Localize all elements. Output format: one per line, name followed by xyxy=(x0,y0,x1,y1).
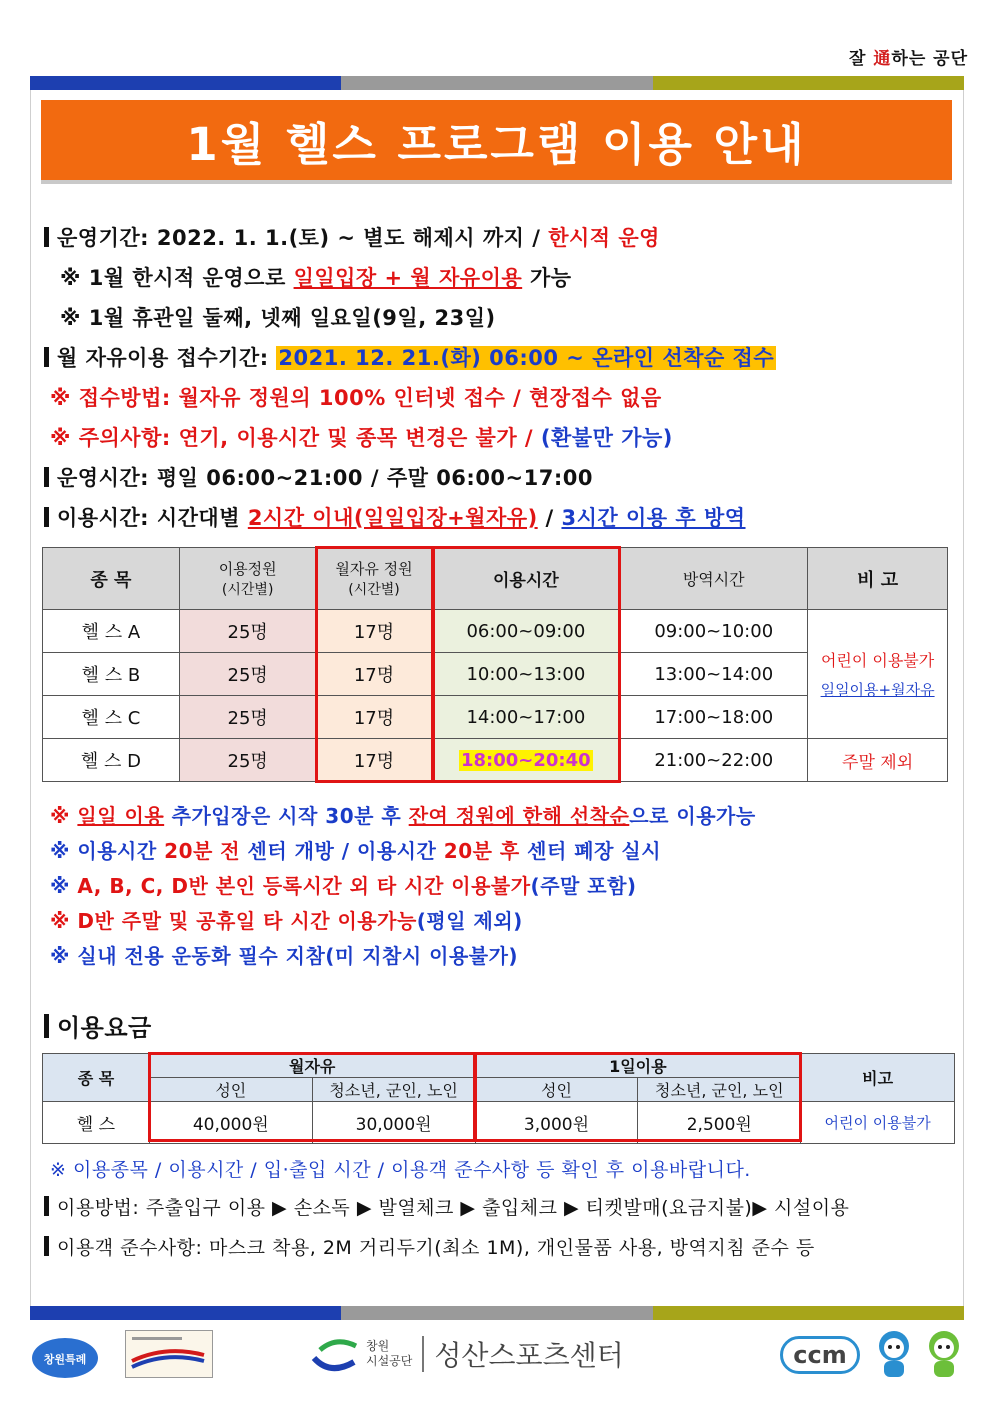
row-time: 18:00~20:40 xyxy=(432,739,620,782)
fee-header-youth: 청소년, 군인, 노인 xyxy=(312,1078,475,1102)
slogan xyxy=(849,44,968,69)
header-item: 종 목 xyxy=(43,548,180,610)
row-monthly: 17명 xyxy=(316,739,432,782)
usage-time-line: 이용시간: 시간대별 2시간 이내(일일입장+월자유) / 3시간 이용 후 방역 xyxy=(44,502,746,532)
schedule-table xyxy=(42,547,948,782)
note-extra-entry: ※ 일일 이용 추가입장은 시작 30분 후 잔여 정원에 한해 선착순으로 이용가능 xyxy=(50,804,756,828)
fee-header-remark: 비고 xyxy=(801,1054,955,1102)
row-name: 헬 스 D xyxy=(43,739,180,782)
slogan-text-a: 잘 xyxy=(849,49,874,69)
apply-method-line: ※ 접수방법: 월자유 정원의 100% 인터넷 접수 / 현장접수 없음 xyxy=(50,386,662,410)
row-capacity: 25명 xyxy=(179,696,316,739)
row-monthly: 17명 xyxy=(316,610,432,653)
row-capacity: 25명 xyxy=(179,739,316,782)
bottom-color-bar xyxy=(30,1306,964,1320)
note-open-close: ※ 이용시간 20분 전 센터 개방 / 이용시간 20분 후 센터 폐장 실시 xyxy=(50,839,662,863)
bullet-marker xyxy=(44,1014,49,1038)
city-logo xyxy=(30,1332,100,1384)
usage-method-line: 이용방법: 주출입구 이용 ▶ 손소독 ▶ 발열체크 ▶ 출입체크 ▶ 티켓발매(요금지불)▶ 시설이용 xyxy=(44,1193,849,1220)
slogan-text-b: 하는 공단 xyxy=(891,49,968,69)
remark-abc: 어린이 이용불가 일일이용+월자유 xyxy=(808,610,948,739)
bullet-marker xyxy=(44,1196,49,1216)
row-name: 헬 스 C xyxy=(43,696,180,739)
apply-period-line: 월 자유이용 접수기간: 2021. 12. 21.(화) 06:00 ~ 온라인 선착순 접수 xyxy=(44,342,776,372)
note-line-1: ※ 1월 한시적 운영으로 일일입장 + 월 자유이용 가능 xyxy=(60,266,572,290)
header-disinfect-time: 방역시간 xyxy=(620,548,808,610)
caution-line: ※ 주의사항: 연기, 이용시간 및 종목 변경은 불가 / (환불만 가능) xyxy=(50,426,673,450)
fee-section-title: 이용요금 xyxy=(44,1008,152,1043)
apply-period-highlight: 2021. 12. 21.(화) 06:00 ~ 온라인 선착순 접수 xyxy=(278,346,775,370)
rules-line: 이용객 준수사항: 마스크 착용, 2M 거리두기(최소 1M), 개인물품 사용, 방역지침 준수 등 xyxy=(44,1233,815,1260)
fee-header-row-1 xyxy=(43,1054,955,1078)
header-remark: 비 고 xyxy=(808,548,948,610)
top-color-bar xyxy=(30,76,964,90)
facility-corp-logo: 창원 시설공단 성산스포츠센터 xyxy=(310,1332,624,1376)
row-disinfect: 09:00~10:00 xyxy=(620,610,808,653)
table-row xyxy=(43,739,948,782)
fee-header-adult: 성인 xyxy=(149,1078,312,1102)
fee-header-daily: 1일이용 xyxy=(475,1054,801,1078)
page-title: 1월 헬스 프로그램 이용 안내 xyxy=(186,117,807,171)
period-temporary: 한시적 운영 xyxy=(548,226,660,250)
fee-daily-youth: 2,500원 xyxy=(638,1102,801,1144)
check-note: ※ 이용종목 / 이용시간 / 입·출입 시간 / 이용객 준수사항 등 확인 후 이용바랍니다. xyxy=(50,1159,751,1181)
footer-logos xyxy=(0,1326,992,1386)
row-name: 헬 스 B xyxy=(43,653,180,696)
remark-d: 주말 제외 xyxy=(808,739,948,782)
row-disinfect: 17:00~18:00 xyxy=(620,696,808,739)
row-monthly: 17명 xyxy=(316,696,432,739)
row-monthly: 17명 xyxy=(316,653,432,696)
row-capacity: 25명 xyxy=(179,610,316,653)
period-line: 운영기간: 2022. 1. 1.(토) ~ 별도 해제시 까지 / 한시적 운영 xyxy=(44,222,660,252)
operating-hours-line: 운영시간: 평일 06:00~21:00 / 주말 06:00~17:00 xyxy=(44,462,593,492)
schedule-header-row xyxy=(43,548,948,610)
bullet-marker xyxy=(44,1236,49,1256)
fee-monthly-youth: 30,000원 xyxy=(312,1102,475,1144)
mascot-green-icon xyxy=(922,1328,966,1386)
fee-row-name: 헬 스 xyxy=(43,1102,150,1144)
row-name: 헬 스 A xyxy=(43,610,180,653)
bullet-marker xyxy=(44,347,49,367)
bullet-marker xyxy=(44,227,49,247)
fee-remark: 어린이 이용불가 xyxy=(801,1102,955,1144)
bullet-marker xyxy=(44,507,49,527)
fee-header-adult: 성인 xyxy=(475,1078,638,1102)
note-shoes: ※ 실내 전용 운동화 필수 지참(미 지참시 이용불가) xyxy=(50,944,519,968)
title-banner xyxy=(41,100,952,180)
row-time: 06:00~09:00 xyxy=(432,610,620,653)
row-capacity: 25명 xyxy=(179,653,316,696)
note-line-2: ※ 1월 휴관일 둘째, 넷째 일요일(9일, 23일) xyxy=(60,306,496,330)
svg-text:창원특례: 창원특례 xyxy=(43,1353,87,1366)
note-registered-time: ※ A, B, C, D반 본인 등록시간 외 타 시간 이용불가(주말 포함) xyxy=(50,874,637,898)
header-capacity: 이용정원 (시간별) xyxy=(179,548,316,610)
mascot-blue-icon xyxy=(872,1328,916,1386)
fee-monthly-adult: 40,000원 xyxy=(149,1102,312,1144)
row-disinfect: 21:00~22:00 xyxy=(620,739,808,782)
fee-header-monthly: 월자유 xyxy=(149,1054,475,1078)
slogan-highlight: 通 xyxy=(873,49,892,69)
fee-header-youth: 청소년, 군인, 노인 xyxy=(638,1078,801,1102)
row-disinfect: 13:00~14:00 xyxy=(620,653,808,696)
ccm-logo: ccm xyxy=(780,1336,860,1374)
row-time: 14:00~17:00 xyxy=(432,696,620,739)
header-monthly-capacity: 월자유 정원 (시간별) xyxy=(316,548,432,610)
fee-header-item: 종 목 xyxy=(43,1054,150,1102)
fee-daily-adult: 3,000원 xyxy=(475,1102,638,1144)
table-row xyxy=(43,1102,955,1144)
center-name: 성산스포츠센터 xyxy=(434,1339,624,1372)
corp-swirl-icon xyxy=(310,1332,362,1376)
bullet-marker xyxy=(44,467,49,487)
note-d-weekend: ※ D반 주말 및 공휴일 타 시간 이용가능(평일 제외) xyxy=(50,909,523,933)
certification-logo xyxy=(125,1330,213,1378)
fee-table xyxy=(42,1053,955,1144)
table-row xyxy=(43,610,948,653)
row-time: 10:00~13:00 xyxy=(432,653,620,696)
header-usage-time: 이용시간 xyxy=(432,548,620,610)
